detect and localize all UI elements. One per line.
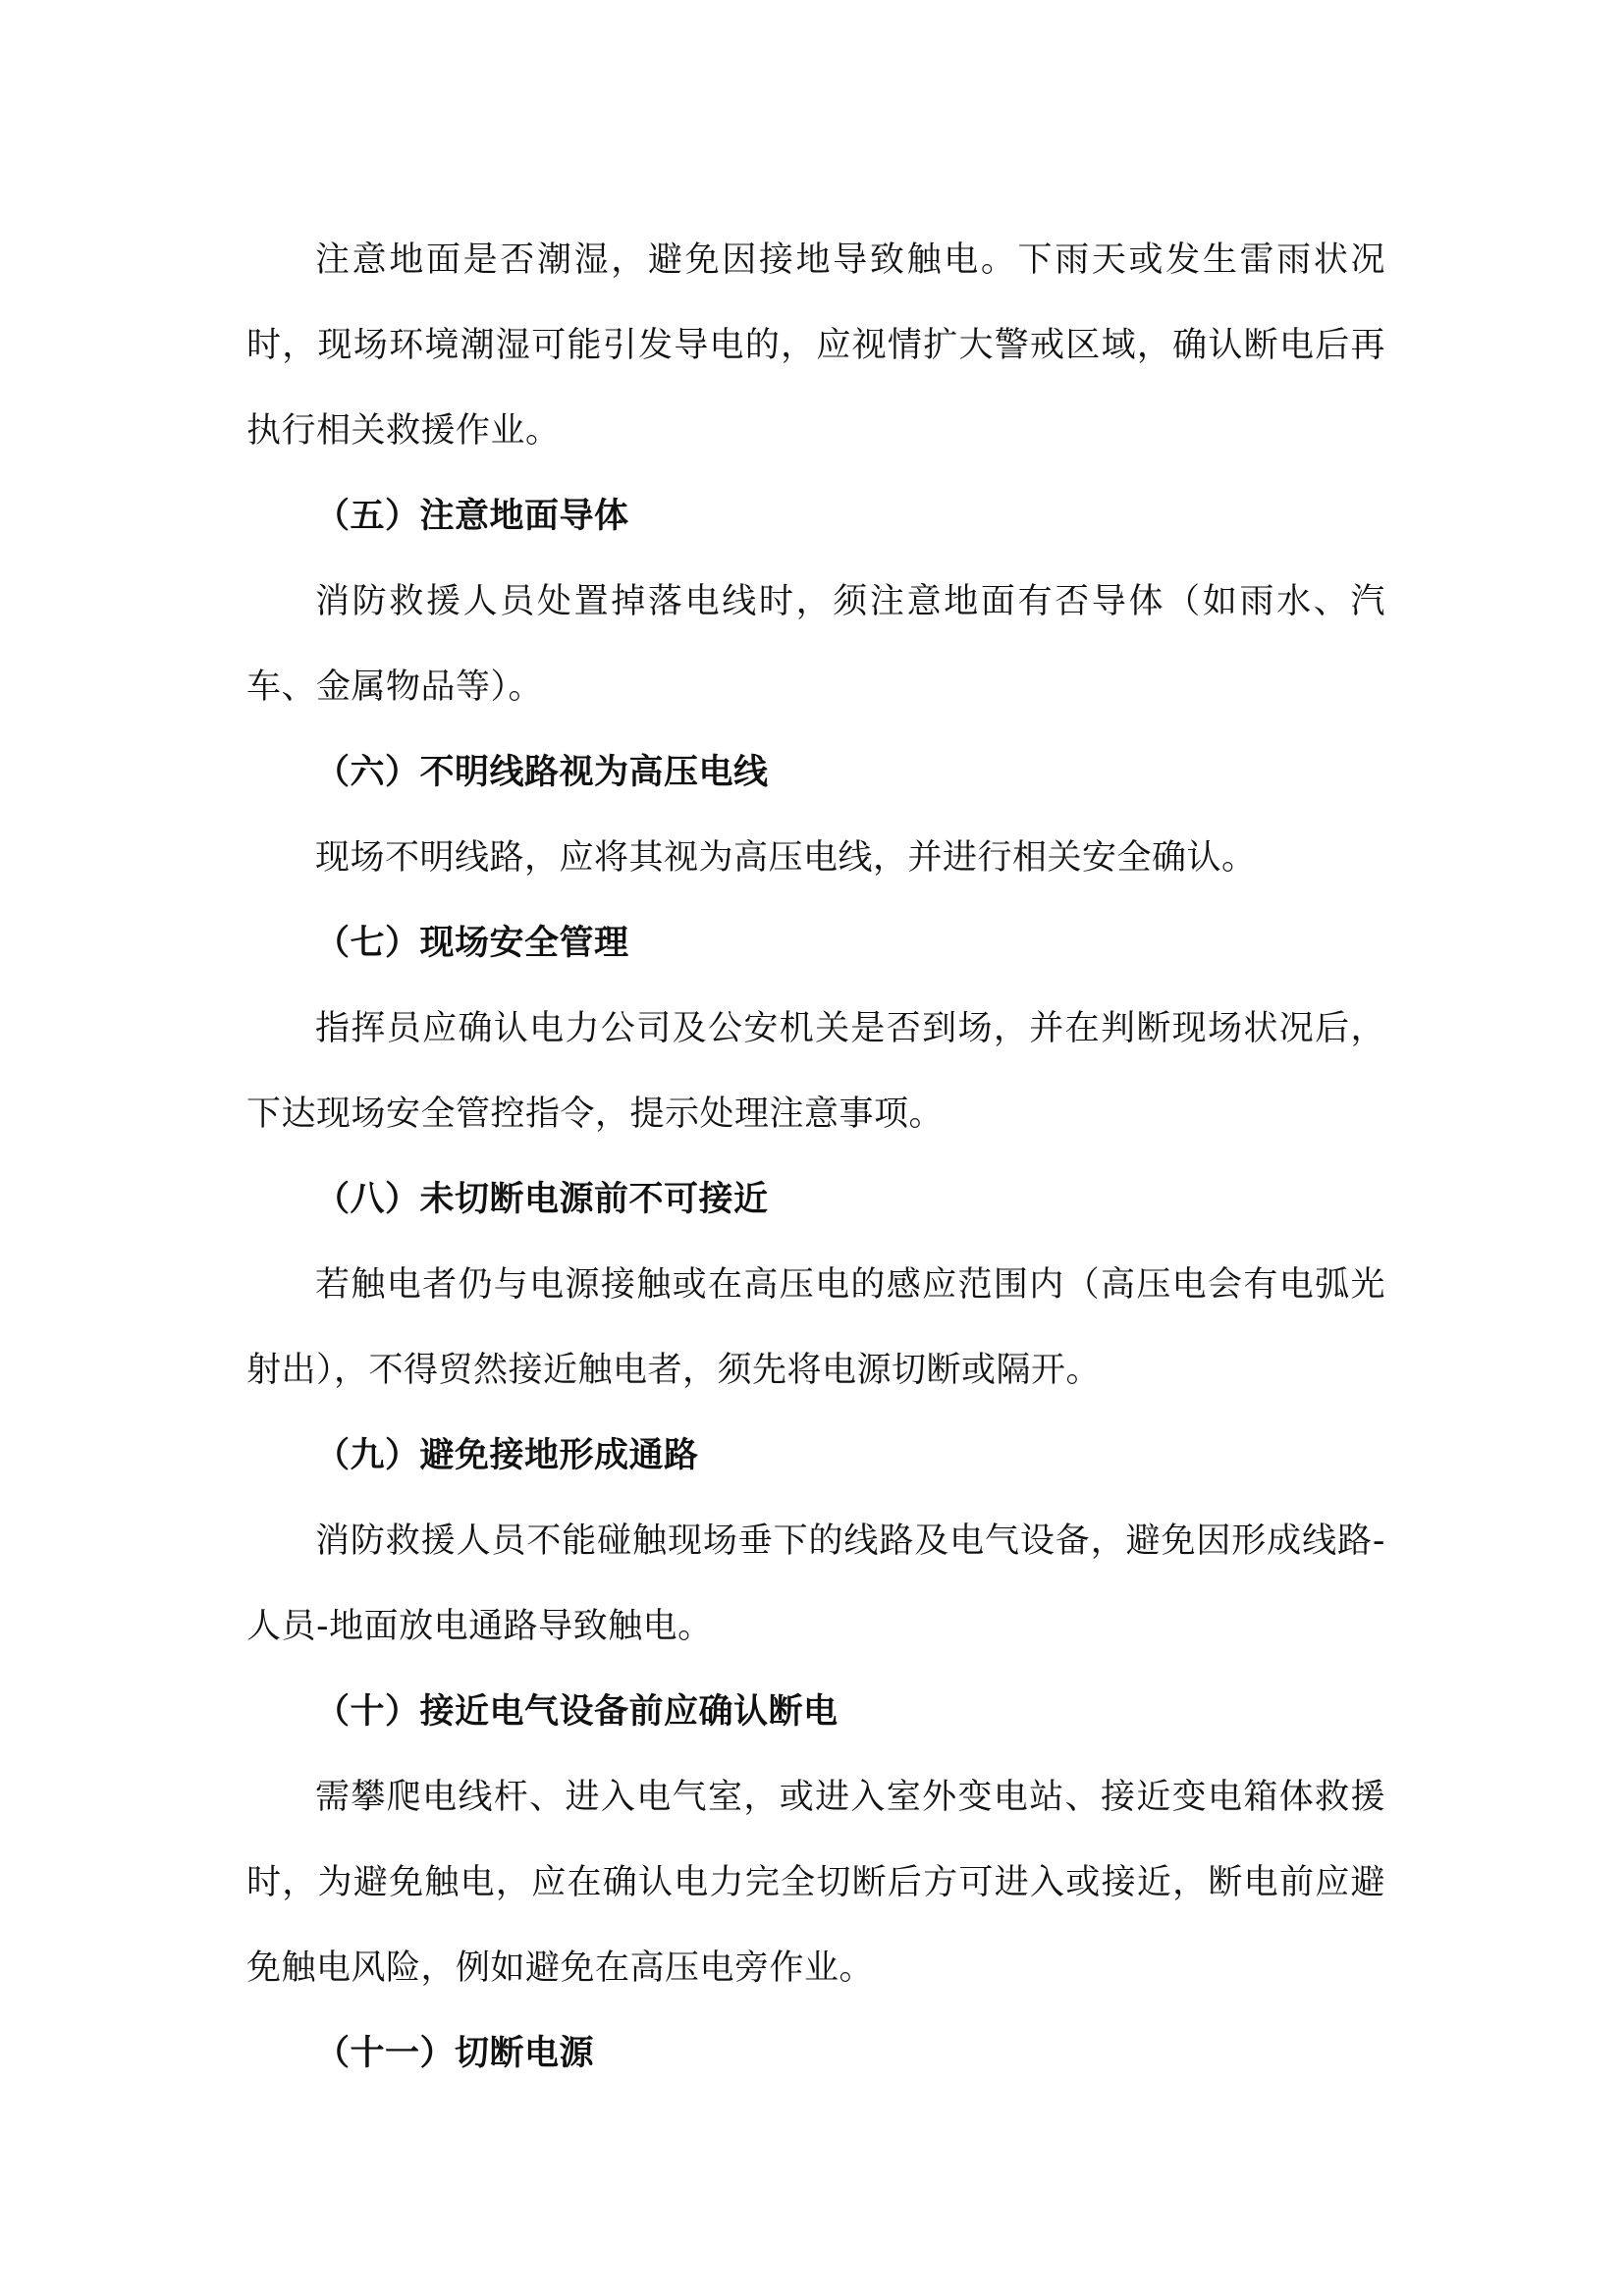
heading-ground-conductor: （五）注意地面导体: [315, 497, 629, 536]
heading-avoid-grounding: （九）避免接地形成通路: [315, 1436, 699, 1475]
paragraph-ground-moisture: 注意地面是否潮湿，避免因接地导致触电。下雨天或发生雷雨状况时，现场环境潮湿可能引发导电的，应视情扩大警戒区域，确认断电后再执行相关救援作业。: [246, 240, 1385, 451]
paragraph-no-approach: 若触电者仍与电源接触或在高压电的感应范围内（高压电会有电弧光射出），不得贸然接近触电者，须先将电源切断或隔开。: [246, 1265, 1385, 1390]
heading-unknown-lines: （六）不明线路视为高压电线: [315, 753, 769, 792]
document-body: [246, 218, 1385, 2097]
paragraph-ground-conductor: 消防救援人员处置掉落电线时，须注意地面有否导体（如雨水、汽车、金属物品等）。: [246, 582, 1385, 707]
heading-confirm-power-off: （十）接近电气设备前应确认断电: [315, 1692, 839, 1732]
paragraph-site-safety: 指挥员应确认电力公司及公安机关是否到场，并在判断现场状况后，下达现场安全管控指令，提示处理注意事项。: [246, 1009, 1385, 1134]
heading-site-safety: （七）现场安全管理: [315, 924, 629, 963]
paragraph-unknown-lines: 现场不明线路，应将其视为高压电线，并进行相关安全确认。: [315, 838, 1257, 878]
paragraph-confirm-power-off: 需攀爬电线杆、进入电气室，或进入室外变电站、接近变电箱体救援时，为避免触电，应在确认电力完全切断后方可进入或接近，断电前应避免触电风险，例如避免在高压电旁作业。: [246, 1778, 1385, 1988]
heading-cut-power: （十一）切断电源: [315, 2034, 595, 2073]
paragraph-avoid-grounding: 消防救援人员不能碰触现场垂下的线路及电气设备，避免因形成线路-人员-地面放电通路导致触电。: [246, 1522, 1385, 1646]
heading-no-approach: （八）未切断电源前不可接近: [315, 1180, 769, 1219]
